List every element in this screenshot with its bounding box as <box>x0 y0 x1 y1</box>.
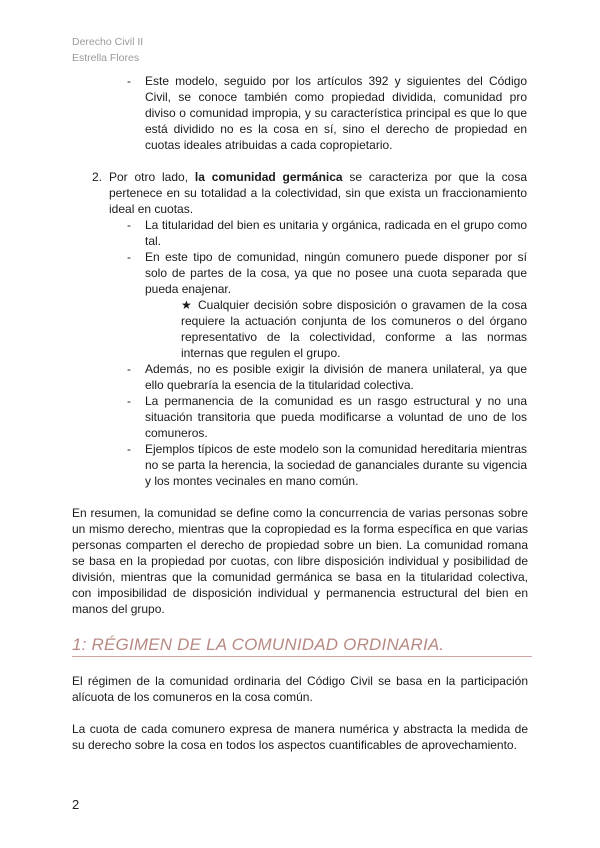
bullet-marker: - <box>127 218 131 232</box>
summary-paragraph: En resumen, la comunidad se define como la concurrencia de varias personas sobre un mismo derecho, mientras que la copropiedad es la forma específica en que varias personas comparten el derecho de propiedad sobre un bien. La comunidad romana se basa en la propiedad por cuotas, con libre disposición individual y posibilidad de división, mientras que la comunidad germánica se basa en la titularidad colectiva, con imposibilidad de disposición individual y permanencia estructural del bien en manos del grupo. <box>72 506 528 616</box>
section-number: 1: <box>72 635 87 654</box>
list-number: 2. <box>92 170 103 184</box>
bullet-text: Este modelo, seguido por los artículos 392 y siguientes del Código Civil, se conoce también como propiedad dividida, comunidad pro diviso o comunidad impropia, y su característica principal es que lo que está dividido no es la cosa en sí, sino el derecho de propiedad en cuotas ideales atribuidas a cada copropietario. <box>145 74 527 152</box>
bullet-marker: - <box>127 250 131 264</box>
section-heading <box>72 634 532 657</box>
body-paragraph: La cuota de cada comunero expresa de manera numérica y abstracta la medida de su derecho sobre la cosa en todos los aspectos cuantificables de aprovechamiento. <box>72 722 528 752</box>
bullet-text: La titularidad del bien es unitaria y orgánica, radicada en el grupo como tal. <box>145 218 527 248</box>
star-item-text: Cualquier decisión sobre disposición o gravamen de la cosa requiere la actuación conjunta de los comuneros o del órgano representativo de la colectividad, conforme a las normas internas que regulen el grupo. <box>181 298 527 360</box>
text-run: Por otro lado, <box>109 170 195 184</box>
bullet-text: La permanencia de la comunidad es un rasgo estructural y no una situación transitoria que pueda modificarse a voluntad de uno de los comuneros. <box>145 394 527 440</box>
header-course: Derecho Civil II <box>72 36 144 48</box>
bullet-marker: - <box>127 74 131 88</box>
text-run: se caracteriza por que la cosa pertenece en su totalidad a la colectividad, sin que exista un fraccionamiento ideal en cuotas. <box>109 170 528 216</box>
bullet-marker: - <box>127 442 131 456</box>
bullet-text: Ejemplos típicos de este modelo son la comunidad hereditaria mientras no se parta la herencia, la sociedad de gananciales durante su vigencia y los montes vecinales en mano común. <box>145 442 527 488</box>
page-number: 2 <box>72 797 80 812</box>
body-paragraph: El régimen de la comunidad ordinaria del Código Civil se basa en la participación alícuota de los comuneros en la cosa común. <box>72 674 528 704</box>
page-header <box>72 34 143 66</box>
bullet-marker: - <box>127 394 131 408</box>
header-author: Estrella Flores <box>72 52 140 64</box>
section-title-text: RÉGIMEN DE LA COMUNIDAD ORDINARIA. <box>91 635 445 654</box>
list-item-text <box>109 169 527 217</box>
bullet-marker: - <box>127 362 131 376</box>
star-icon: ★ <box>181 298 192 312</box>
bold-term: la comunidad germánica <box>194 170 343 184</box>
bullet-text: En este tipo de comunidad, ningún comunero puede disponer por sí solo de partes de la cosa, ya que no posee una cuota separada que pueda enajenar. <box>145 250 527 296</box>
bullet-text: Además, no es posible exigir la división de manera unilateral, ya que ello quebraría la esencia de la titularidad colectiva. <box>145 362 527 392</box>
